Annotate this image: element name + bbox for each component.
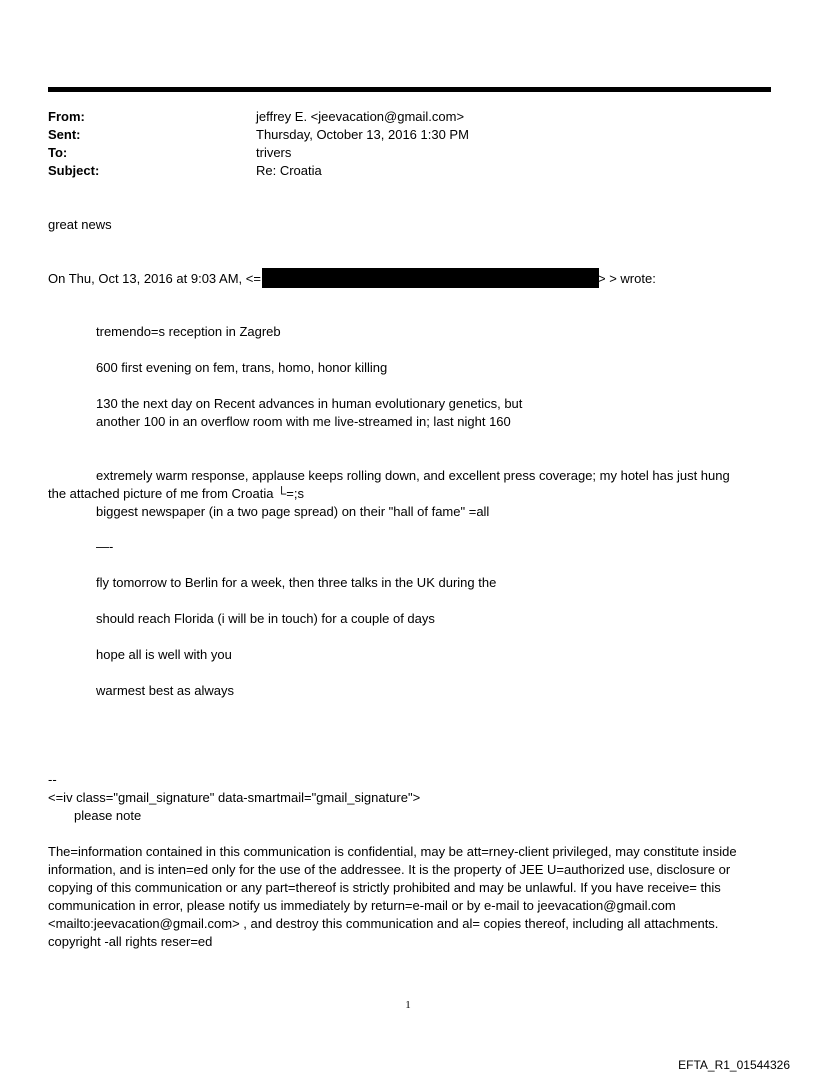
signature-dashes: -- [48, 772, 57, 787]
from-value: jeffrey E. <jeevacation@gmail.com> [256, 109, 465, 124]
from-label: From: [48, 109, 85, 124]
quoted-line: —- [96, 539, 114, 554]
quoted-line: fly tomorrow to Berlin for a week, then three talks in the UK during the [96, 575, 497, 590]
quoted-line: extremely warm response, applause keeps rolling down, and excellent press coverage; my hotel has just hung [96, 468, 730, 483]
redaction-box [262, 268, 599, 288]
quote-intro-prefix: On Thu, Oct 13, 2016 at 9:03 AM, <= [48, 271, 261, 286]
quoted-line: warmest best as always [96, 683, 234, 698]
to-value: trivers [256, 145, 292, 160]
subject-value: Re: Croatia [256, 163, 322, 178]
quoted-line: biggest newspaper (in a two page spread) on their "hall of fame" =all [96, 504, 490, 519]
quoted-line: another 100 in an overflow room with me live-streamed in; last night 160 [96, 414, 511, 429]
header-divider [48, 87, 771, 92]
quoted-line: 130 the next day on Recent advances in human evolutionary genetics, but [96, 396, 523, 411]
signature-html-fragment: <=iv class="gmail_signature" data-smartmail="gmail_signature"> [48, 790, 421, 805]
subject-label: Subject: [48, 163, 100, 178]
reply-text: great news [48, 217, 112, 232]
quoted-line: the attached picture of me from Croatia └=;s [48, 486, 304, 501]
quoted-line: 600 first evening on fem, trans, homo, honor killing [96, 360, 388, 375]
quoted-line: tremendo=s reception in Zagreb [96, 324, 281, 339]
quote-intro-suffix: > > wrote: [598, 271, 656, 286]
quoted-line: should reach Florida (i will be in touch) for a couple of days [96, 611, 435, 626]
quoted-line: hope all is well with you [96, 647, 232, 662]
page-number: 1 [405, 999, 411, 1011]
signature-note: please note [74, 808, 142, 823]
sent-label: Sent: [48, 127, 81, 142]
confidentiality-disclaimer: The=information contained in this communication is confidential, may be att=rney-client privileged, may constitute inside information, and is inten=ed only for the use of the addressee. It is the property of JEE U=authorized use, disclosure or copying of this communication or any part=thereof is strictly prohibited and may be unlawful. If you have receive= this communication in error, please notify us immediately by return=e-mail or by e-mail to jeevacation@gmail.com <mailto:jeevacation@gmail.com> , and destroy this communication and al= copies thereof, including all attachments. copyright -all rights reser=ed [48, 844, 737, 949]
sent-value: Thursday, October 13, 2016 1:30 PM [256, 127, 469, 142]
bates-number: EFTA_R1_01544326 [678, 1058, 790, 1072]
to-label: To: [48, 145, 68, 160]
